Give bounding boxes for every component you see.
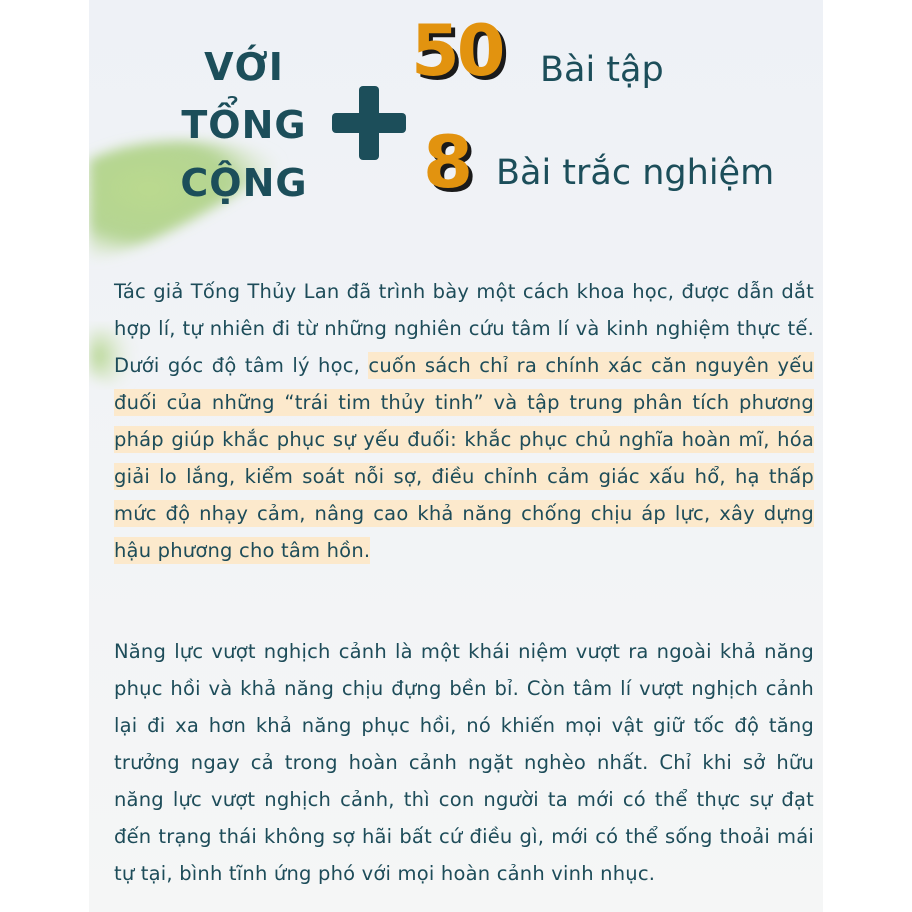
paragraph-1-text: Tác giả Tống Thủy Lan đã trình bày một cách khoa học, được dẫn dắt hợp lí, tự nhiên đi từ những nghiên cứu tâm lí và kinh nghiệm thực tế. Dưới góc độ tâm lý học, [114,279,814,377]
exercise-count: 50 [411,10,503,92]
description-paragraph-2: Năng lực vượt nghịch cảnh là một khái niệm vượt ra ngoài khả năng phục hồi và khả năng chịu đựng bền bỉ. Còn tâm lí vượt nghịch cảnh lại đi xa hơn khả năng phục hồi, nó khiến mọi vật giữ tốc độ tăng trưởng ngay cả trong hoàn cảnh ngặt nghèo nhất. Chỉ khi sở hữu năng lực vượt nghịch cảnh, thì con người ta mới có thể thực sự đạt đến trạng thái không sợ hãi bất cứ điều gì, mới có thể sống thoải mái tự tại, bình tĩnh ứng phó với mọi hoàn cảnh vinh nhục. [114,639,814,885]
highlighted-text: cuốn sách chỉ ra chính xác căn nguyên yếu đuối của những “trái tim thủy tinh” và tập trung phân tích phương pháp giúp khắc phục sự yếu đuối: khắc phục chủ nghĩa hoàn mĩ, hóa giải lo lắng, kiểm soát nỗi sợ, điều chỉnh cảm giác xấu hổ, hạ thấp mức độ nhạy cảm, nâng cao khả năng chống chịu áp lực, xây dựng hậu phương cho tâm hồn. [114,353,815,562]
intro-line-3: CỘNG [180,161,308,205]
plus-icon [332,86,406,160]
intro-line-2: TỔNG [181,103,307,147]
headline [89,0,823,230]
book-promo-page [89,0,823,912]
quiz-count: 8 [423,120,474,204]
description-paragraph-1 [114,273,814,569]
headline-intro [159,38,329,212]
intro-line-1: VỚI [204,45,284,89]
exercise-label: Bài tập [540,50,664,90]
quiz-label: Bài trắc nghiệm [496,153,775,193]
